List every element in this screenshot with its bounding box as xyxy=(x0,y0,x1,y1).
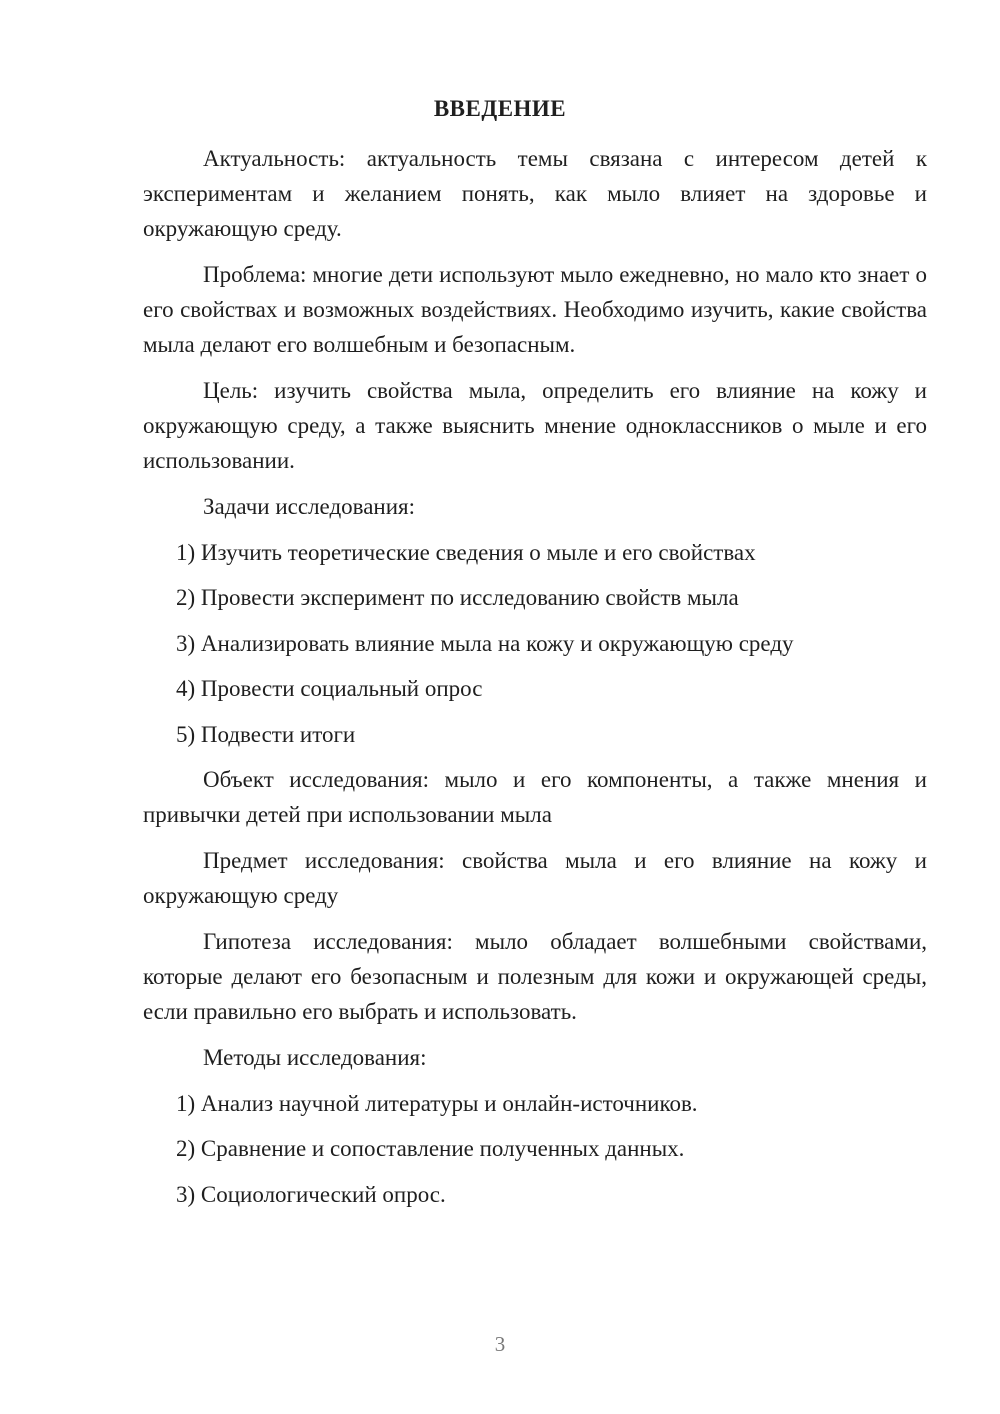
method-item-2: 2) Сравнение и сопоставление полученных данных. xyxy=(176,1136,685,1161)
task-item-5: 5) Подвести итоги xyxy=(176,722,356,747)
subject-paragraph: Предмет исследования: свойства мыла и его влияние на кожу и окружающую среду xyxy=(143,848,927,908)
hypothesis-paragraph: Гипотеза исследования: мыло обладает волшебными свойствами, которые делают его безопасным и полезным для кожи и окружающей среды, если правильно его выбрать и использовать. xyxy=(143,929,927,1024)
task-item-1: 1) Изучить теоретические сведения о мыле и его свойствах xyxy=(176,540,756,565)
method-item-1: 1) Анализ научной литературы и онлайн-источников. xyxy=(176,1091,698,1116)
tasks-label: Задачи исследования: xyxy=(203,494,416,519)
problem-paragraph: Проблема: многие дети используют мыло ежедневно, но мало кто знает о его свойствах и возможных воздействиях. Необходимо изучить, какие свойства мыла делают его волшебным и безопасным. xyxy=(143,262,927,357)
method-item-3: 3) Социологический опрос. xyxy=(176,1182,446,1207)
page-title: ВВЕДЕНИЕ xyxy=(433,96,567,121)
goal-paragraph: Цель: изучить свойства мыла, определить его влияние на кожу и окружающую среду, а также выяснить мнение одноклассников о мыле и его использовании. xyxy=(143,378,927,473)
task-item-3: 3) Анализировать влияние мыла на кожу и окружающую среду xyxy=(176,631,794,656)
task-item-4: 4) Провести социальный опрос xyxy=(176,676,483,701)
task-item-2: 2) Провести эксперимент по исследованию свойств мыла xyxy=(176,585,739,610)
object-paragraph: Объект исследования: мыло и его компоненты, а также мнения и привычки детей при использовании мыла xyxy=(143,767,927,827)
page-number: 3 xyxy=(494,1332,506,1356)
relevance-paragraph: Актуальность: актуальность темы связана с интересом детей к экспериментам и желанием понять, как мыло влияет на здоровье и окружающую среду. xyxy=(143,146,927,241)
methods-label: Методы исследования: xyxy=(203,1045,427,1070)
